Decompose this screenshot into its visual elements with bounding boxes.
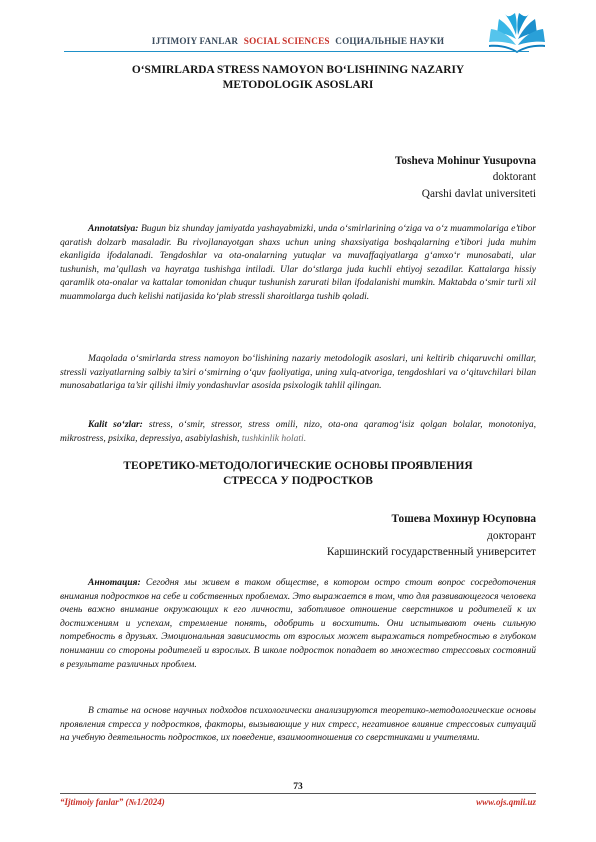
author-affiliation-uz: Qarshi davlat universiteti — [421, 188, 536, 200]
header-rule — [64, 51, 529, 52]
page-number: 73 — [293, 782, 303, 792]
footer-journal-issue: “Ijtimoiy fanlar” (№1/2024) — [60, 797, 165, 807]
title-ru-line-1: ТЕОРЕТИКО-МЕТОДОЛОГИЧЕСКИЕ ОСНОВЫ ПРОЯВЛЕНИЯ — [123, 460, 473, 472]
footer-website-link[interactable]: www.ojs.qmii.uz — [476, 797, 536, 807]
title-ru-line-2: СТРЕССА У ПОДРОСТКОВ — [223, 475, 373, 487]
abstract-label-uz: Annotatsiya: — [88, 223, 139, 234]
abstract-uz — [60, 222, 536, 304]
summary-paragraph-ru: В статье на основе научных подходов психологически анализируются теоретико-методологические основы проявления стресса у подростков, факторы, вызывающие у них стресс, негативное влияние стрессовых ситуаций на учебную деятельность подростков, их поведение, взаимоотношения со сверстниками и учителями. — [60, 705, 536, 744]
article-title-uz — [60, 63, 536, 93]
author-affiliation-ru: Каршинский государственный университет — [326, 546, 536, 558]
abstract-ru — [60, 576, 536, 671]
abstract-label-ru: Аннотация: — [88, 577, 141, 588]
title-uz-line-1: O‘SMIRLARDA STRESS NAMOYON BO‘LISHINING NAZARIY — [131, 64, 465, 76]
abstract-text-uz: Bugun biz shunday jamiyatda yashayabmizki, unda o‘smirlarining o‘ziga va o‘z muammolariga e’tibor qaratish dolzarb masaladir. Bu rivojlanayotgan shaxs uchun uning shaxsiyatiga boshqalarning e’tibori juda muhim ekanligida ifodalanadi. Tengdoshlar va ota-onalarning yutuqlar va muvaffaqiyatlarga g‘amxo‘r munosabati, ular tushunish, ma’qullash va hayratga tushishga intiladi. Ular do‘stlarga juda kuchli ehtiyoj sezadilar. Kattalarga hissiy qaramlik ota-onalar va kattalar tomonidan chuqur tushunish zarurati bilan ifodalanishi mumkin. Maktabda o‘smir turli xil muammolarga duch kelishi natijasida ko‘plab stressli sharoitlarga tushib qoladi. — [60, 223, 536, 302]
summary-paragraph-uz: Maqolada o‘smirlarda stress namoyon bo‘lishining nazariy metodologik asoslari, uni keltirib chiqaruvchi omillar, stressli vaziyatlarning salbiy ta’siri o‘smirning o‘quv faoliyatiga, uning xulq-atvoriga, tengdoshlari va o‘qituvchilari bilan munosabatlariga ta’sir qilishi ilmiy yondashuvlar asosida psixologik tahlil qilingan. — [60, 353, 536, 392]
open-book-logo-icon — [487, 11, 547, 53]
author-name-ru: Тошева Мохинур Юсуповна — [391, 513, 536, 525]
journal-name-uz: IJTIMOIY FANLAR — [151, 36, 239, 46]
footer-rule — [60, 793, 536, 794]
abstract-text-ru: Сегодня мы живем в таком обществе, в котором остро стоит вопрос сосредоточения внимания подростков на себе и собственных проблемах. Это выражается в том, что для развивающегося человека очень важно внимание окружающих к его личности, заботливое отношение сверстников и родителей к их достижениям и успехам, стремление понять, одобрить и восхитить. Они испытывают очень сильную потребность в друзьях. Эмоциональная зависимость от взрослых может выражаться потребностью в глубоком понимании со стороны родителей и взрослых. В школе подросток попадает во множество стрессовых состояний в результате различных проблем. — [60, 577, 536, 670]
keywords-text-uz: stress, o‘smir, stressor, stress omili, nizo, ota-ona qaramog‘isiz qolgan bolalar, monotoniya, mikrostress, psixika, depressiya, asabiylashish, — [60, 419, 536, 444]
journal-name-en: SOCIAL SCIENCES — [243, 36, 330, 46]
keywords-tail-uz: tushkinlik holati. — [241, 432, 307, 444]
keywords-uz — [60, 418, 536, 445]
article-title-ru — [60, 459, 536, 489]
journal-name-ru: СОЦИАЛЬНЫЕ НАУКИ — [335, 36, 445, 46]
author-role-ru: докторант — [487, 530, 536, 542]
keywords-label-uz: Kalit so‘zlar: — [88, 419, 143, 430]
author-name-uz: Tosheva Mohinur Yusupovna — [394, 155, 536, 167]
title-uz-line-2: METODOLOGIK ASOSLARI — [222, 79, 374, 91]
author-role-uz: doktorant — [492, 171, 536, 183]
